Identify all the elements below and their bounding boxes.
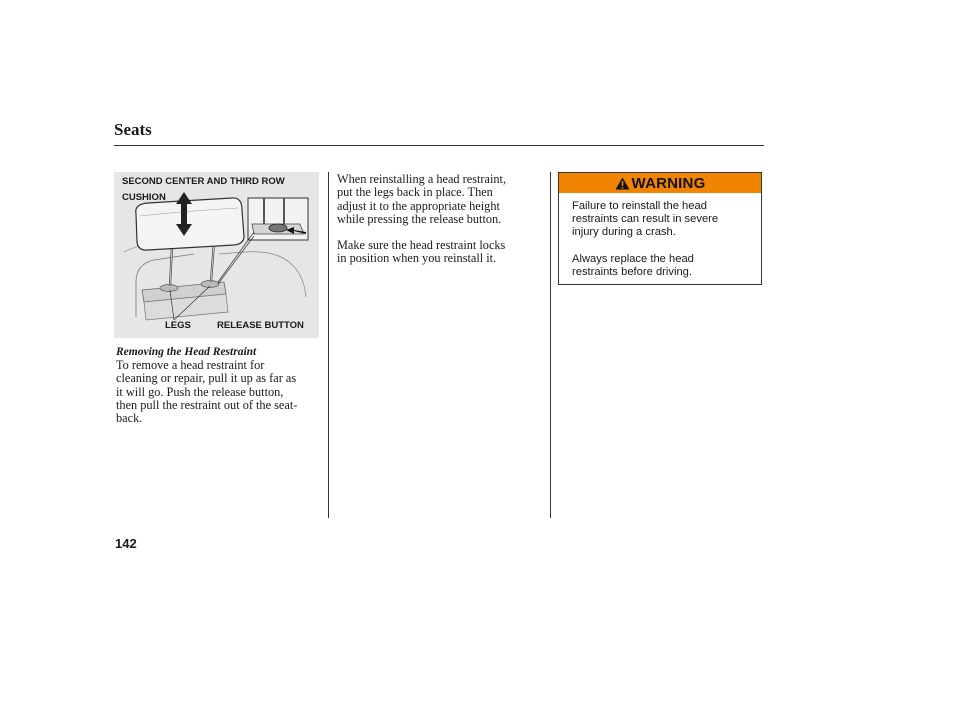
text-line: restraints can result in severe — [572, 213, 719, 226]
text-line: put the legs back in place. Then — [337, 185, 493, 200]
page-number: 142 — [115, 536, 137, 551]
removal-instructions — [116, 359, 297, 425]
text-line: restraints before driving. — [572, 266, 693, 279]
warning-message-replace — [572, 253, 758, 279]
figure-caption: Removing the Head Restraint — [116, 346, 257, 358]
text-line: adjust it to the appropriate height — [337, 198, 500, 213]
figure-label-release-button: RELEASE BUTTON — [217, 320, 304, 331]
text-line: in position when you reinstall it. — [337, 251, 497, 266]
text-line: Always replace the head — [572, 253, 694, 265]
figure-label-cushion: CUSHION — [122, 192, 166, 203]
text-line: while pressing the release button. — [337, 211, 502, 226]
head-restraint-figure — [114, 172, 319, 338]
title-divider — [114, 145, 764, 146]
warning-title: WARNING — [631, 174, 706, 192]
warning-message-crash — [572, 200, 758, 240]
text-line: Make sure the head restraint locks — [337, 238, 506, 252]
warning-triangle-icon — [615, 177, 630, 190]
column-divider-left — [328, 172, 329, 518]
text-line: it will go. Push the release button, — [116, 384, 284, 399]
text-line: then pull the restraint out of the seat- — [116, 397, 298, 412]
text-line: To remove a head restraint for — [116, 358, 265, 372]
page-title: Seats — [114, 120, 152, 139]
reinstall-instructions — [337, 173, 506, 226]
column-divider-right — [550, 172, 551, 518]
text-line: cleaning or repair, pull it up as far as — [116, 371, 297, 386]
figure-label-title: SECOND CENTER AND THIRD ROW — [122, 176, 285, 187]
text-line: back. — [116, 411, 143, 426]
lock-check-instructions — [337, 239, 505, 266]
text-line: Failure to reinstall the head — [572, 200, 707, 212]
figure-label-legs: LEGS — [165, 320, 191, 331]
warning-header — [559, 173, 761, 193]
text-line: injury during a crash. — [572, 226, 676, 239]
warning-box — [558, 172, 762, 285]
text-line: When reinstalling a head restraint, — [337, 172, 507, 186]
